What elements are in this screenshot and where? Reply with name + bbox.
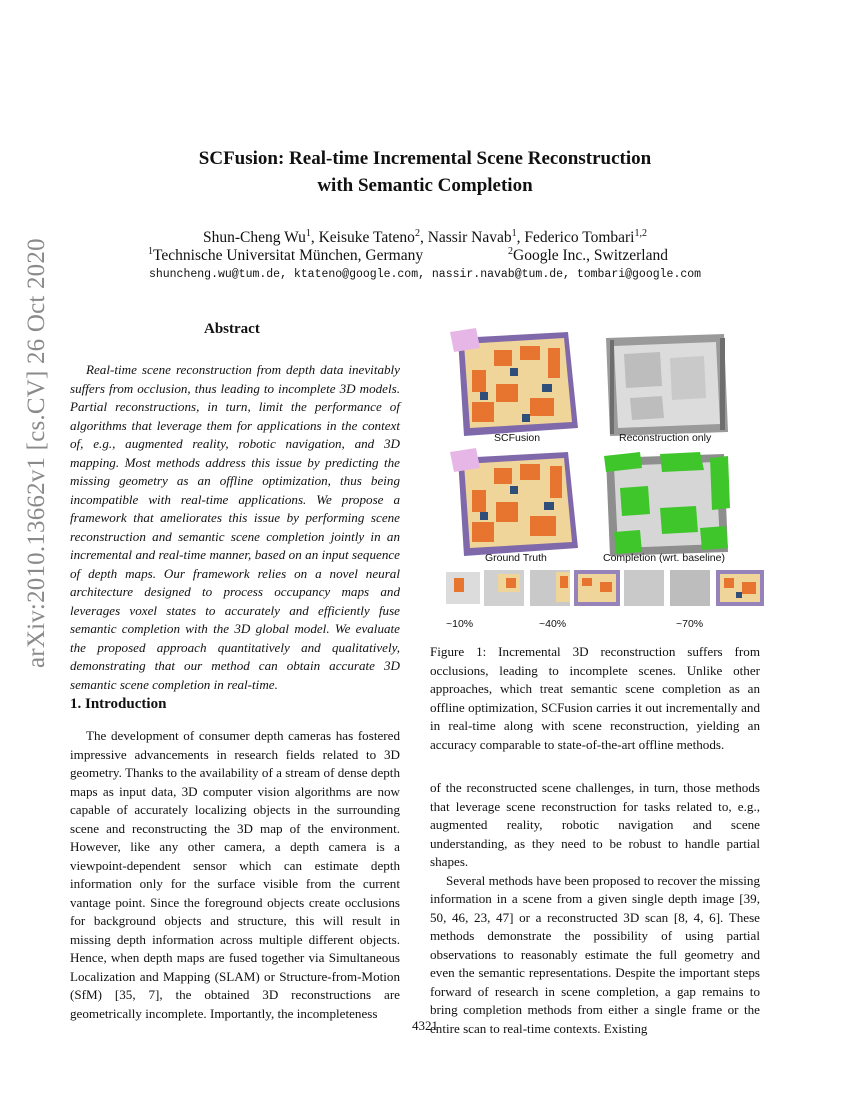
label-40-percent: ~40% <box>539 618 567 630</box>
paper-title-line-1: SCFusion: Real-time Incremental Scene Reconstruction <box>198 148 652 169</box>
affiliation-mark: 1 <box>148 245 153 257</box>
author-name: Shun-Cheng Wu <box>202 229 306 246</box>
affiliation-text: Google Inc., Switzerland <box>513 247 668 264</box>
label-completion: Completion (wrt. baseline) <box>603 552 725 564</box>
label-70-percent: ~70% <box>676 618 704 630</box>
abstract-text: Real-time scene reconstruction from depth data inevitably suffers from occlusion, thus leading to incomplete 3D models. Partial reconstructions, in turn, limit the performance of algorithms that leverage them for applications in the context of, e.g., augmented reality, robotic navigation, and 3D mapping. Most methods address this issue by predicting the missing geometry as an offline optimization, thus being incompatible with real-time applications. We propose a framework that ameliorates this issue by performing scene reconstruction and semantic scene completion jointly in an incremental and real-time manner, based on an input sequence of depth maps. Our framework relies on a novel neural architecture designed to process occupancy maps and leverages voxel states to accurately and efficiently fuse semantic completion with the 3D global model. We evaluate the proposed approach quantitatively and qualitatively, demonstrating that our method can obtain accurate 3D semantic scene completion in real-time. <box>70 362 400 692</box>
paper-title-line-2: with Semantic Completion <box>317 175 533 196</box>
author-affiliation-mark: 1,2 <box>634 227 647 239</box>
author-affiliation-mark: 1 <box>305 227 311 239</box>
abstract-body <box>70 361 400 694</box>
affiliation-2 <box>508 246 668 266</box>
author-name: Keisuke Tateno <box>318 229 415 246</box>
author-affiliation-mark: 1 <box>511 227 517 239</box>
introduction-body <box>70 727 400 1023</box>
introduction-text: The development of consumer depth cameras has fostered impressive advancements in research fields related to 3D geometry. Thanks to the availability of a stream of dense depth maps as input data, 3D computer vision algorithms are now capable of accurately localizing objects in the surrounding scene and reconstructing the 3D map of the environment. However, like any other camera, a depth camera is a viewpoint-dependent sensor which can estimate depth information only for the surface visible from the current vantage point. Since the foreground objects create occlusions for background objects and structure, this will result in missing depth information across multiple different objects. Hence, when depth maps are fused together via Simultaneous Localization and Mapping (SLAM) or Structure-from-Motion (SfM) [35, 7], the obtained 3D reconstructions are geometrically incomplete. Importantly, the incompleteness <box>70 728 400 1021</box>
completion-render <box>604 452 730 556</box>
affiliation-1 <box>148 246 423 266</box>
arxiv-identifier: arXiv:2010.13662v1 [cs.CV] 26 Oct 2020 <box>23 238 50 668</box>
author-list: Shun-Cheng Wu$^1$, Keisuke Tateno$^2$, Nassir Navab$^1$, Federico Tombari$^{1,2}$ <box>202 227 647 246</box>
page-number: 4321 <box>412 1018 438 1033</box>
author-affiliation-mark: 2 <box>414 227 420 239</box>
right-column-paragraph-1: of the reconstructed scene challenges, in turn, those methods that leverage scene reconstruction for tasks related to, e.g., augmented reality, robotic navigation and scene understanding, as they need to be robust to handle partial shapes. <box>430 780 760 869</box>
label-ground-truth: Ground Truth <box>485 552 547 564</box>
label-10-percent: ~10% <box>446 618 474 630</box>
ground-truth-render <box>450 448 578 556</box>
author-name: Nassir Navab <box>427 229 512 246</box>
figure-1 <box>440 322 770 636</box>
affiliation-mark: 2 <box>508 245 513 257</box>
abstract-heading: Abstract <box>204 321 260 337</box>
right-column-body <box>430 779 760 1038</box>
author-name: Federico Tombari <box>524 229 635 246</box>
scfusion-render <box>450 328 578 436</box>
figure-1-caption: Figure 1: Incremental 3D reconstruction suffers from occlusions, leading to incomplete scenes. Unlike other approaches, which treat semantic scene completion as an offline optimization, SCFusion carries it out incrementally and in real-time along with scene reconstruction, yielding an accuracy comparable to state-of-the-art offline methods. <box>430 644 760 752</box>
introduction-heading: 1. Introduction <box>70 696 167 712</box>
figure-1-image <box>440 322 770 636</box>
label-reconstruction-only: Reconstruction only <box>619 432 712 444</box>
progression-strip <box>446 570 764 606</box>
reconstruction-only-render <box>606 334 728 436</box>
author-emails: shuncheng.wu@tum.de, ktateno@google.com, nassir.navab@tum.de, tombari@google.com <box>148 268 702 281</box>
right-column-paragraph-2: Several methods have been proposed to recover the missing information in a scene from a given single depth image [39, 50, 46, 23, 47] or a reconstructed 3D scan [8, 4, 6]. These methods demonstrate the possibility of using partial observations to reasonably estimate the full geometry and even the semantic representations. Despite the important steps forward of research in scene completion, a gap remains to bring completion methods from either a single frame or the entire scan to real-time contexts. Existing <box>430 872 760 1036</box>
affiliation-text: Technische Universitat München, Germany <box>153 247 424 264</box>
label-scfusion: SCFusion <box>494 432 541 444</box>
